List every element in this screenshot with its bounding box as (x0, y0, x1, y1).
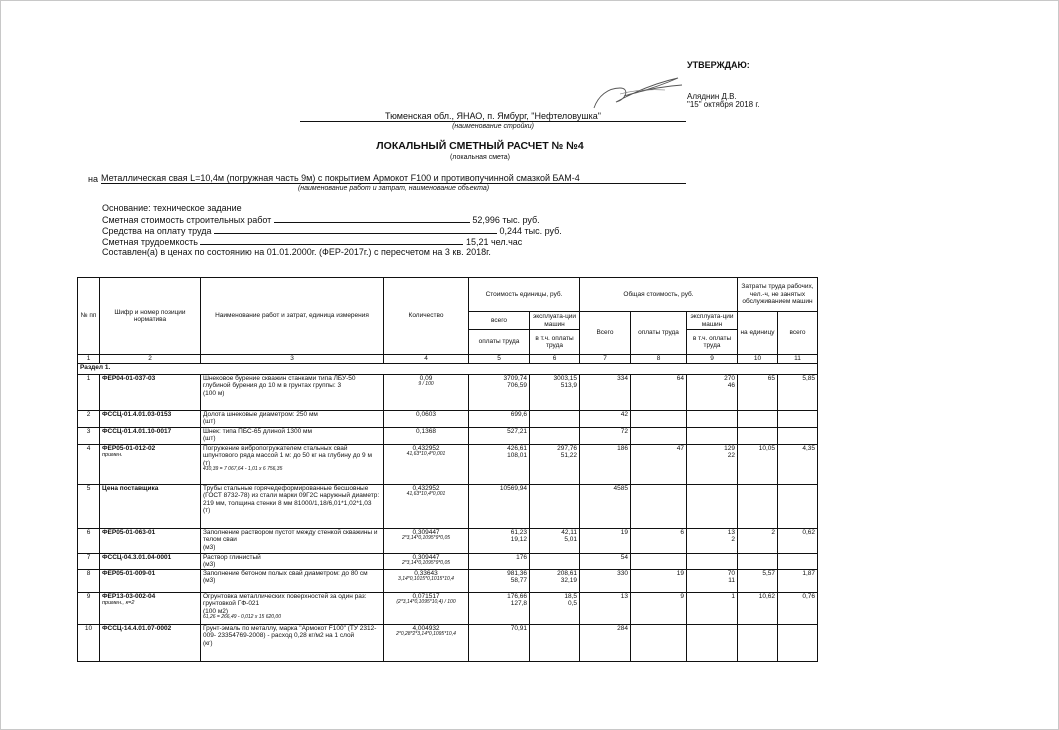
row-quantity: 4,004932 (412, 625, 440, 632)
row-total-all: 13 (580, 593, 631, 625)
leader-line (274, 214, 470, 223)
table-row (78, 428, 818, 445)
row-total-all: 186 (580, 445, 631, 485)
row-labor-per-unit (738, 554, 778, 570)
row-total-wages: 47 (631, 445, 687, 485)
row-labor-all: 5,85 (778, 375, 818, 411)
row-unit-machines (530, 593, 580, 625)
row-total-wages: 64 (631, 375, 687, 411)
unit-all: 70,91 (510, 625, 527, 632)
row-unit-machines (530, 428, 580, 445)
column-number: 1 (78, 355, 100, 364)
table-row (78, 570, 818, 593)
row-number: 10 (78, 625, 100, 662)
row-labor-per-unit: 2 (738, 529, 778, 554)
total-machines: 13 (727, 529, 735, 536)
row-quantity-cell (384, 529, 469, 554)
row-labor-all: 4,35 (778, 445, 818, 485)
labor-hours-label: Сметная трудоемкость (102, 237, 198, 247)
row-code-cell (100, 485, 201, 529)
row-quantity-cell (384, 445, 469, 485)
unit-wages: 706,59 (507, 382, 527, 390)
row-code: ФССЦ-01.4.01.10-0017 (102, 428, 172, 435)
row-quantity-formula: 2*3,14*0,1095*9*0,05 (401, 535, 451, 542)
row-unit-cost (469, 570, 530, 593)
row-name-cell (201, 570, 384, 593)
leader-line (214, 225, 497, 234)
row-number: 1 (78, 375, 100, 411)
row-number: 5 (78, 485, 100, 529)
estimated-cost-row (102, 214, 540, 225)
column-number: 10 (738, 355, 778, 364)
row-quantity-formula: 41,63*10,4*0,001 (406, 491, 446, 498)
row-name-cell (201, 485, 384, 529)
row-name-cell (201, 411, 384, 428)
row-total-wages (631, 411, 687, 428)
table-row (78, 411, 818, 428)
header-total-wages: оплаты труда (631, 312, 687, 355)
row-quantity: 0,309447 (412, 554, 440, 561)
row-name: Заполнение бетоном полых свай диаметром: до 80 см (м3) (203, 570, 368, 585)
column-number: 2 (100, 355, 201, 364)
row-total-wages: 9 (631, 593, 687, 625)
header-code: Шифр и номер позиции норматива (100, 278, 201, 355)
row-total-all: 334 (580, 375, 631, 411)
leader-line (200, 236, 463, 245)
row-quantity-cell (384, 625, 469, 662)
row-labor-per-unit: 10,05 (738, 445, 778, 485)
row-unit-machines (530, 625, 580, 662)
row-unit-cost (469, 411, 530, 428)
row-rate-formula: 61,26 = 266,49 - 0,012 x 15 620,00 (203, 614, 281, 621)
row-labor-per-unit (738, 625, 778, 662)
row-total-wages (631, 625, 687, 662)
header-quantity: Количество (384, 278, 469, 355)
row-total-all: 42 (580, 411, 631, 428)
row-total-wages (631, 428, 687, 445)
row-quantity: 0,09 (419, 375, 433, 382)
row-quantity-cell (384, 375, 469, 411)
row-code: ФЕР04-01-037-03 (102, 375, 156, 382)
total-machines: 129 (724, 445, 735, 452)
header-unit-machine-wages: в т.ч. оплаты труда (530, 330, 580, 355)
approval-date: "15" октября 2018 г. (687, 100, 760, 109)
row-name-cell (201, 593, 384, 625)
row-quantity-cell (384, 554, 469, 570)
unit-machines: 297,76 (557, 445, 577, 452)
total-machine-wages: 11 (728, 577, 735, 585)
row-quantity: 0,071517 (412, 593, 440, 600)
row-total-machines (687, 554, 738, 570)
row-total-machines (687, 529, 738, 554)
site-caption: (наименование стройки) (452, 123, 534, 130)
row-quantity-cell (384, 570, 469, 593)
table-row (78, 593, 818, 625)
row-code: ФССЦ-14.4.01.07-0002 (102, 625, 172, 632)
section-title: Раздел 1. (78, 364, 818, 375)
row-total-all: 72 (580, 428, 631, 445)
estimated-cost-label: Сметная стоимость строительных работ (102, 215, 272, 225)
unit-all: 699,6 (510, 411, 527, 418)
row-total-machines (687, 485, 738, 529)
row-code: Цена поставщика (102, 485, 159, 492)
row-code: ФЕР05-01-009-01 (102, 570, 156, 577)
total-machine-wages: 46 (727, 382, 735, 390)
row-total-all: 284 (580, 625, 631, 662)
column-number: 5 (469, 355, 530, 364)
header-unit-all: всего (469, 312, 530, 330)
row-total-wages: 19 (631, 570, 687, 593)
row-name-cell (201, 375, 384, 411)
work-name: Металлическая свая L=10,4м (погружная часть 9м) с покрытием Армокот F100 и противопучинной смазкой БАМ-4 (101, 173, 686, 184)
row-quantity: 0,0603 (416, 411, 436, 418)
unit-machines: 208,61 (557, 570, 577, 577)
header-unit-machines: эксплуата-ции машин (530, 312, 580, 330)
row-number: 7 (78, 554, 100, 570)
row-quantity: 0,432952 (412, 445, 440, 452)
row-labor-all (778, 411, 818, 428)
row-labor-per-unit (738, 411, 778, 428)
column-number-row (78, 355, 818, 364)
row-labor-all (778, 428, 818, 445)
row-code-cell (100, 428, 201, 445)
row-code-cell (100, 625, 201, 662)
header-total-all: Всего (580, 312, 631, 355)
row-labor-all: 0,62 (778, 529, 818, 554)
row-name: Погружение вибропогружателем стальных свай шпунтового ряда массой 1 м: до 50 кг на глубину до 9 м (т) (203, 445, 372, 467)
unit-machines: 18,5 (564, 593, 577, 600)
site-name: Тюменская обл., ЯНАО, п. Ямбург, "Нефтеловушка" (300, 111, 686, 122)
unit-all: 61,23 (510, 529, 527, 536)
row-labor-per-unit (738, 428, 778, 445)
column-number: 4 (384, 355, 469, 364)
signature-image (590, 72, 685, 114)
unit-all: 426,61 (507, 445, 527, 452)
column-number: 9 (687, 355, 738, 364)
table-row (78, 529, 818, 554)
row-code-cell (100, 593, 201, 625)
row-labor-all (778, 625, 818, 662)
column-number: 8 (631, 355, 687, 364)
header-num: № пп (78, 278, 100, 355)
table-row (78, 375, 818, 411)
row-name-cell (201, 529, 384, 554)
row-labor-per-unit: 5,57 (738, 570, 778, 593)
row-number: 9 (78, 593, 100, 625)
unit-all: 3709,74 (503, 375, 527, 382)
row-code: ФЕР05-01-012-02 (102, 445, 156, 452)
unit-machine-wages: 32,19 (560, 577, 577, 585)
row-code: ФССЦ-04.3.01.04-0001 (102, 554, 172, 561)
column-number: 7 (580, 355, 631, 364)
row-code-cell (100, 445, 201, 485)
row-labor-all: 1,87 (778, 570, 818, 593)
row-total-machines (687, 411, 738, 428)
row-unit-machines (530, 445, 580, 485)
header-total-machine-wages: в т.ч. оплаты труда (687, 330, 738, 355)
row-total-wages (631, 485, 687, 529)
row-unit-cost (469, 625, 530, 662)
row-quantity-cell (384, 411, 469, 428)
header-labor: Затраты труда рабочих, чел.-ч, не занятых обслуживанием машин (738, 278, 818, 312)
row-labor-per-unit: 65 (738, 375, 778, 411)
row-code: ФЕР13-03-002-04 (102, 593, 156, 600)
row-name: Шнековое бурение скважин станками типа ЛБУ-50 глубиной бурения до 10 м в грунтах группы: 3 (100 м) (203, 375, 356, 397)
table-row (78, 625, 818, 662)
column-number: 3 (201, 355, 384, 364)
row-quantity-formula: 41,63*10,4*0,001 (406, 451, 446, 458)
total-machines: 70 (727, 570, 735, 577)
row-total-machines (687, 428, 738, 445)
table-row (78, 485, 818, 529)
row-name: Долота шнековые диаметром: 250 мм (шт) (203, 411, 318, 426)
unit-machine-wages: 513,9 (560, 382, 577, 390)
row-labor-all (778, 485, 818, 529)
row-unit-cost (469, 593, 530, 625)
unit-wages: 108,01 (507, 452, 527, 460)
row-total-all: 4585 (580, 485, 631, 529)
row-rate-formula: 410,39 = 7 067,64 - 1,01 x 6 756,35 (203, 466, 283, 473)
row-quantity-formula: 2*0,28*2*3,14*0,1095*10,4 (396, 631, 456, 638)
row-name-cell (201, 554, 384, 570)
approval-title: УТВЕРЖДАЮ: (687, 60, 750, 70)
row-quantity-formula: (2*3,14*0,1095*10,4) / 100 (396, 599, 456, 606)
row-total-machines (687, 593, 738, 625)
row-quantity-cell (384, 485, 469, 529)
header-unit-wages: оплаты труда (469, 330, 530, 355)
row-number: 4 (78, 445, 100, 485)
row-total-machines (687, 570, 738, 593)
row-quantity-formula: 9 / 100 (418, 381, 434, 388)
unit-machine-wages: 51,22 (560, 452, 577, 460)
basis-text: Основание: техническое задание (102, 203, 242, 213)
row-total-wages (631, 554, 687, 570)
row-unit-cost (469, 445, 530, 485)
row-quantity: 0,432952 (412, 485, 440, 492)
row-total-all: 54 (580, 554, 631, 570)
row-unit-machines (530, 570, 580, 593)
document-subtitle: (локальная смета) (449, 154, 511, 161)
row-unit-machines (530, 375, 580, 411)
unit-wages: 58,77 (510, 577, 527, 585)
row-code-note: примен., к=2 (102, 600, 135, 607)
estimated-cost-value: 52,996 тыс. руб. (472, 215, 540, 225)
work-caption: (наименование работ и затрат, наименование объекта) (297, 185, 490, 192)
row-name: Заполнение раствором пустот между стенкой скважины и телом сваи (м3) (203, 529, 378, 551)
row-name: Грунт-эмаль по металлу, марка "Армокот F100" (ТУ 2312-009- 23354769-2008) - расход 0,28 кг/м2 на 1 слой (кг) (203, 625, 377, 647)
row-name-cell (201, 625, 384, 662)
labor-funds-row (102, 225, 562, 236)
row-code-cell (100, 570, 201, 593)
row-unit-cost (469, 485, 530, 529)
unit-machine-wages: 5,01 (564, 536, 577, 544)
row-unit-cost (469, 375, 530, 411)
table-row (78, 554, 818, 570)
labor-funds-label: Средства на оплату труда (102, 226, 212, 236)
row-code-note: примен. (102, 452, 123, 459)
row-total-machines (687, 445, 738, 485)
labor-hours-row (102, 236, 522, 247)
row-code-cell (100, 529, 201, 554)
unit-all: 176 (516, 554, 527, 561)
table-row (78, 445, 818, 485)
compiled-prices-note: Составлен(а) в ценах по состоянию на 01.01.2000г. (ФЕР-2017г.) с пересчетом на 3 кв. 2018г. (102, 247, 491, 257)
header-name: Наименование работ и затрат, единица измерения (201, 278, 384, 355)
header-total-machines: эксплуата-ции машин (687, 312, 738, 330)
header-labor-all: всего (778, 312, 818, 355)
row-quantity-formula: 3,14*0,1015*0,1015*10,4 (398, 576, 454, 583)
row-unit-cost (469, 554, 530, 570)
row-unit-machines (530, 411, 580, 428)
row-quantity-formula: 2*3,14*0,1095*9*0,05 (401, 560, 451, 567)
row-quantity-cell (384, 593, 469, 625)
row-unit-cost (469, 428, 530, 445)
row-code-cell (100, 554, 201, 570)
row-total-all: 330 (580, 570, 631, 593)
row-unit-machines (530, 554, 580, 570)
unit-machines: 42,11 (561, 529, 577, 536)
unit-machine-wages: 0,5 (567, 600, 577, 608)
unit-all: 527,21 (507, 428, 527, 435)
column-number: 6 (530, 355, 580, 364)
row-name-cell (201, 428, 384, 445)
unit-all: 981,36 (507, 570, 527, 577)
row-labor-all: 0,76 (778, 593, 818, 625)
labor-hours-value: 15,21 чел.час (465, 237, 523, 247)
row-quantity-cell (384, 428, 469, 445)
row-number: 2 (78, 411, 100, 428)
total-machine-wages: 2 (731, 536, 735, 544)
total-machine-wages: 22 (727, 452, 735, 460)
row-name-cell (201, 445, 384, 485)
row-number: 6 (78, 529, 100, 554)
row-name: Шнек: типа ПБС-65 длиной 1300 мм (шт) (203, 428, 312, 443)
row-code-cell (100, 375, 201, 411)
row-labor-all (778, 554, 818, 570)
unit-all: 176,66 (507, 593, 527, 600)
work-prefix: на (88, 174, 98, 184)
row-name: Трубы стальные горячедеформированные бесшовные (ГОСТ 8732-78) из стали марки 09Г2С наружный диаметр: 219 мм, толщина стенки 8 мм 81000/1,18/6,01*1,02*1,03 (т) (203, 485, 380, 515)
estimate-table (77, 277, 818, 662)
row-unit-machines (530, 485, 580, 529)
row-name: Огрунтовка металлических поверхностей за один раз: грунтовкой ГФ-021 (100 м2) (203, 593, 367, 615)
row-quantity: 0,1368 (416, 428, 436, 435)
row-name: Раствор глинистый (м3) (203, 554, 261, 569)
row-quantity: 0,33643 (414, 570, 438, 577)
total-machines: 270 (724, 375, 735, 382)
row-code-cell (100, 411, 201, 428)
row-total-wages: 6 (631, 529, 687, 554)
approval-name: Аляднин Д.В. (687, 92, 737, 101)
unit-all: 10569,94 (499, 485, 527, 492)
estimate-table-wrapper (77, 277, 818, 662)
document-title: ЛОКАЛЬНЫЙ СМЕТНЫЙ РАСЧЕТ № №4 (376, 140, 584, 152)
row-quantity: 0,309447 (412, 529, 440, 536)
row-number: 3 (78, 428, 100, 445)
header-labor-per-unit: на единицу (738, 312, 778, 355)
row-unit-machines (530, 529, 580, 554)
row-total-machines (687, 625, 738, 662)
total-machines: 1 (731, 593, 735, 600)
labor-funds-value: 0,244 тыс. руб. (499, 226, 562, 236)
row-code: ФССЦ-01.4.01.03-0153 (102, 411, 172, 418)
row-code: ФЕР05-01-063-01 (102, 529, 156, 536)
unit-wages: 127,8 (510, 600, 527, 608)
unit-machines: 3003,15 (553, 375, 577, 382)
row-total-all: 19 (580, 529, 631, 554)
row-labor-per-unit (738, 485, 778, 529)
header-total-cost: Общая стоимость, руб. (580, 278, 738, 312)
column-number: 11 (778, 355, 818, 364)
row-total-machines (687, 375, 738, 411)
header-unit-cost: Стоимость единицы, руб. (469, 278, 580, 312)
row-number: 8 (78, 570, 100, 593)
row-unit-cost (469, 529, 530, 554)
unit-wages: 19,12 (510, 536, 527, 544)
row-labor-per-unit: 10,62 (738, 593, 778, 625)
